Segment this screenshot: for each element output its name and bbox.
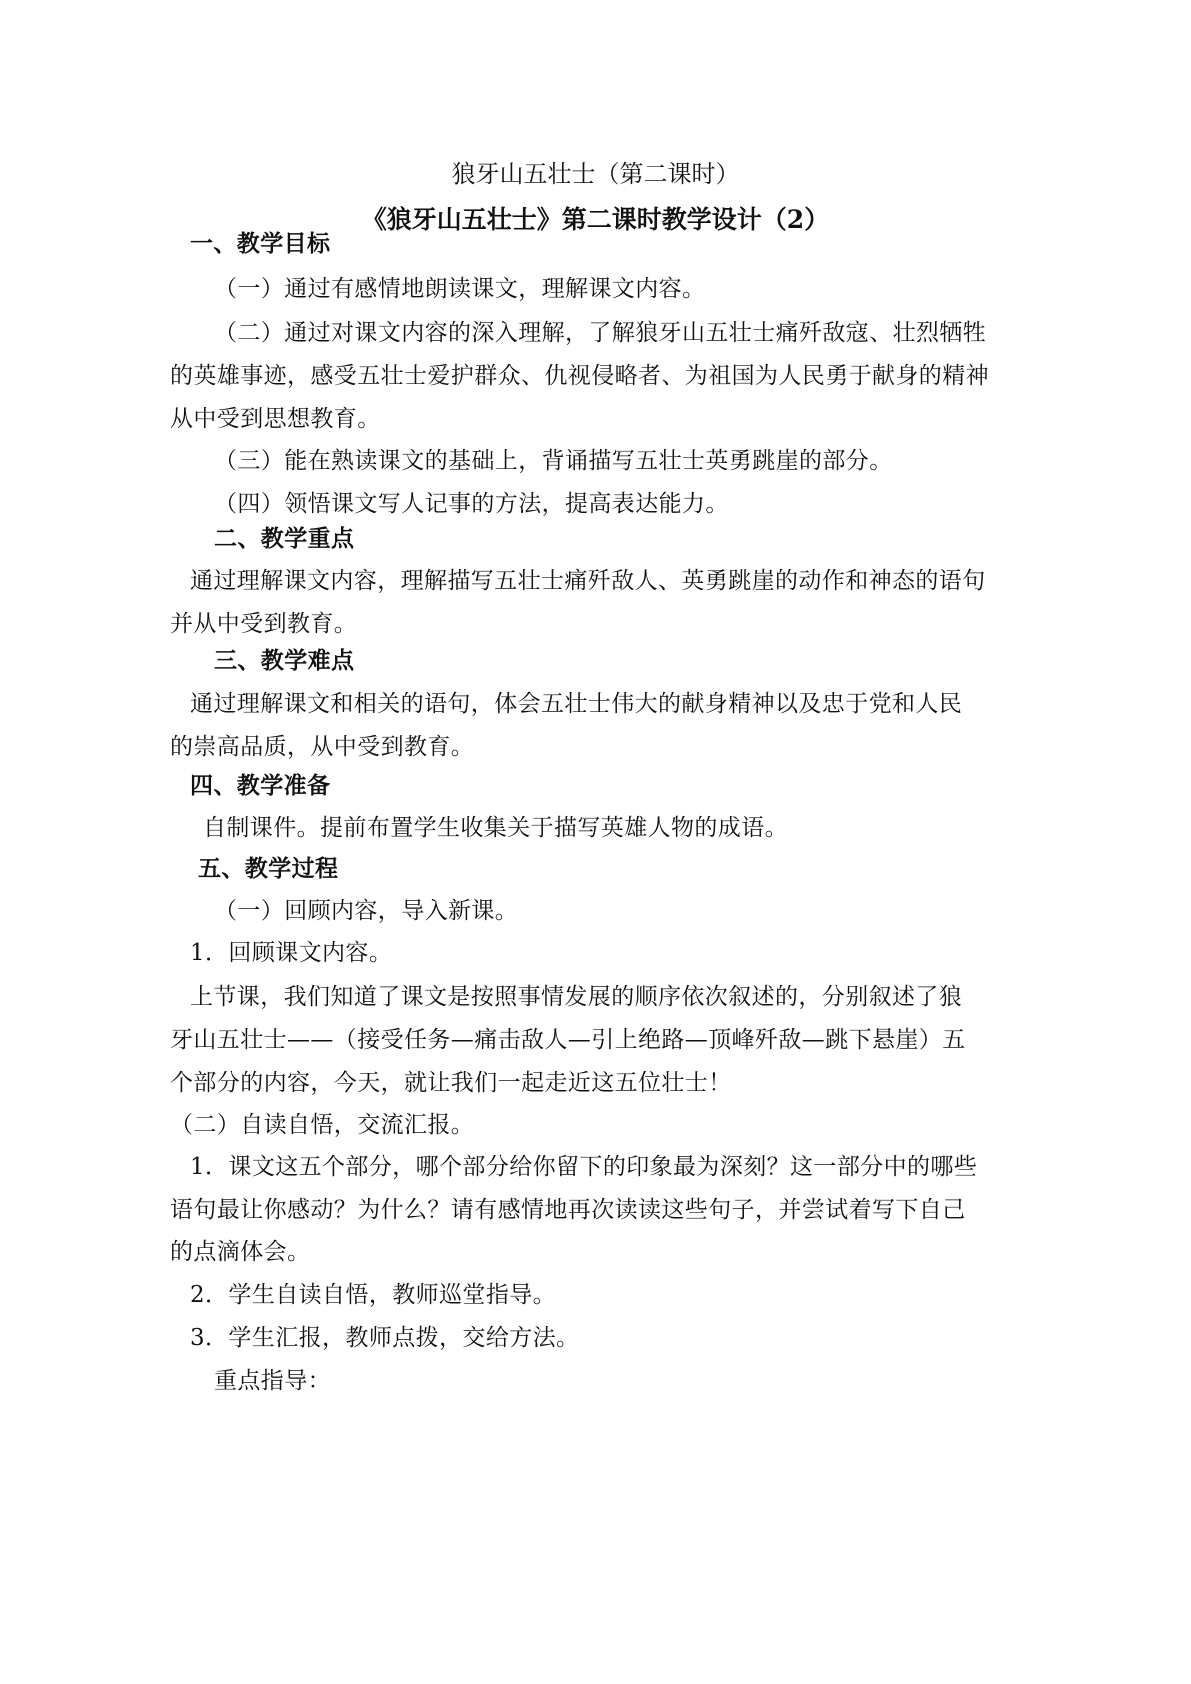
paragraph-line: （二）通过对课文内容的深入理解，了解狼牙山五壮士痛歼敌寇、壮烈牺牲 [214, 320, 987, 346]
paragraph-line: （四）领悟课文写人记事的方法，提高表达能力。 [214, 491, 729, 517]
paragraph-line: 重点指导： [214, 1368, 331, 1394]
paragraph-line: （一）通过有感情地朗读课文，理解课文内容。 [214, 276, 706, 302]
paragraph-line: 的点滴体会。 [170, 1239, 311, 1265]
paragraph-line: 通过理解课文内容，理解描写五壮士痛歼敌人、英勇跳崖的动作和神态的语句 [190, 568, 986, 594]
document-subtitle: 《狼牙山五壮士》第二课时教学设计（2） [361, 205, 830, 234]
paragraph-line: （三）能在熟读课文的基础上，背诵描写五壮士英勇跳崖的部分。 [214, 448, 893, 474]
paragraph-line: 1．回顾课文内容。 [190, 940, 393, 966]
paragraph-line: （二）自读自悟，交流汇报。 [170, 1112, 475, 1138]
heading-teaching-goals: 一、教学目标 [190, 230, 331, 257]
paragraph-line: 语句最让你感动？为什么？请有感情地再次读读这些句子，并尝试着写下自己 [170, 1197, 966, 1223]
paragraph-line: 并从中受到教育。 [170, 611, 358, 637]
paragraph-line: 的英雄事迹，感受五壮士爱护群众、仇视侵略者、为祖国为人民勇于献身的精神 [170, 363, 989, 389]
paragraph-line: 的崇高品质，从中受到教育。 [170, 734, 475, 760]
paragraph-line: 3．学生汇报，教师点拨，交给方法。 [190, 1325, 580, 1351]
paragraph-line: 通过理解课文和相关的语句，体会五壮士伟大的献身精神以及忠于党和人民 [190, 691, 963, 717]
paragraph-line: 2．学生自读自悟，教师巡堂指导。 [190, 1282, 557, 1308]
heading-preparation: 四、教学准备 [190, 772, 331, 799]
paragraph-line: 自制课件。提前布置学生收集关于描写英雄人物的成语。 [203, 815, 788, 841]
heading-key-points: 二、教学重点 [214, 525, 355, 552]
paragraph-line: 上节课，我们知道了课文是按照事情发展的顺序依次叙述的，分别叙述了狼 [190, 984, 963, 1010]
heading-difficulties: 三、教学难点 [214, 647, 355, 674]
paragraph-line: （一）回顾内容，导入新课。 [214, 898, 519, 924]
paragraph-line: 1．课文这五个部分，哪个部分给你留下的印象最为深刻？这一部分中的哪些 [190, 1154, 978, 1180]
paragraph-line: 个部分的内容，今天，就让我们一起走近这五位壮士！ [170, 1070, 732, 1096]
document-title: 狼牙山五壮士（第二课时） [451, 160, 740, 188]
heading-process: 五、教学过程 [198, 855, 339, 882]
paragraph-line: 牙山五壮士——（接受任务—痛击敌人—引上绝路—顶峰歼敌—跳下悬崖）五 [170, 1027, 966, 1053]
paragraph-line: 从中受到思想教育。 [170, 406, 381, 432]
